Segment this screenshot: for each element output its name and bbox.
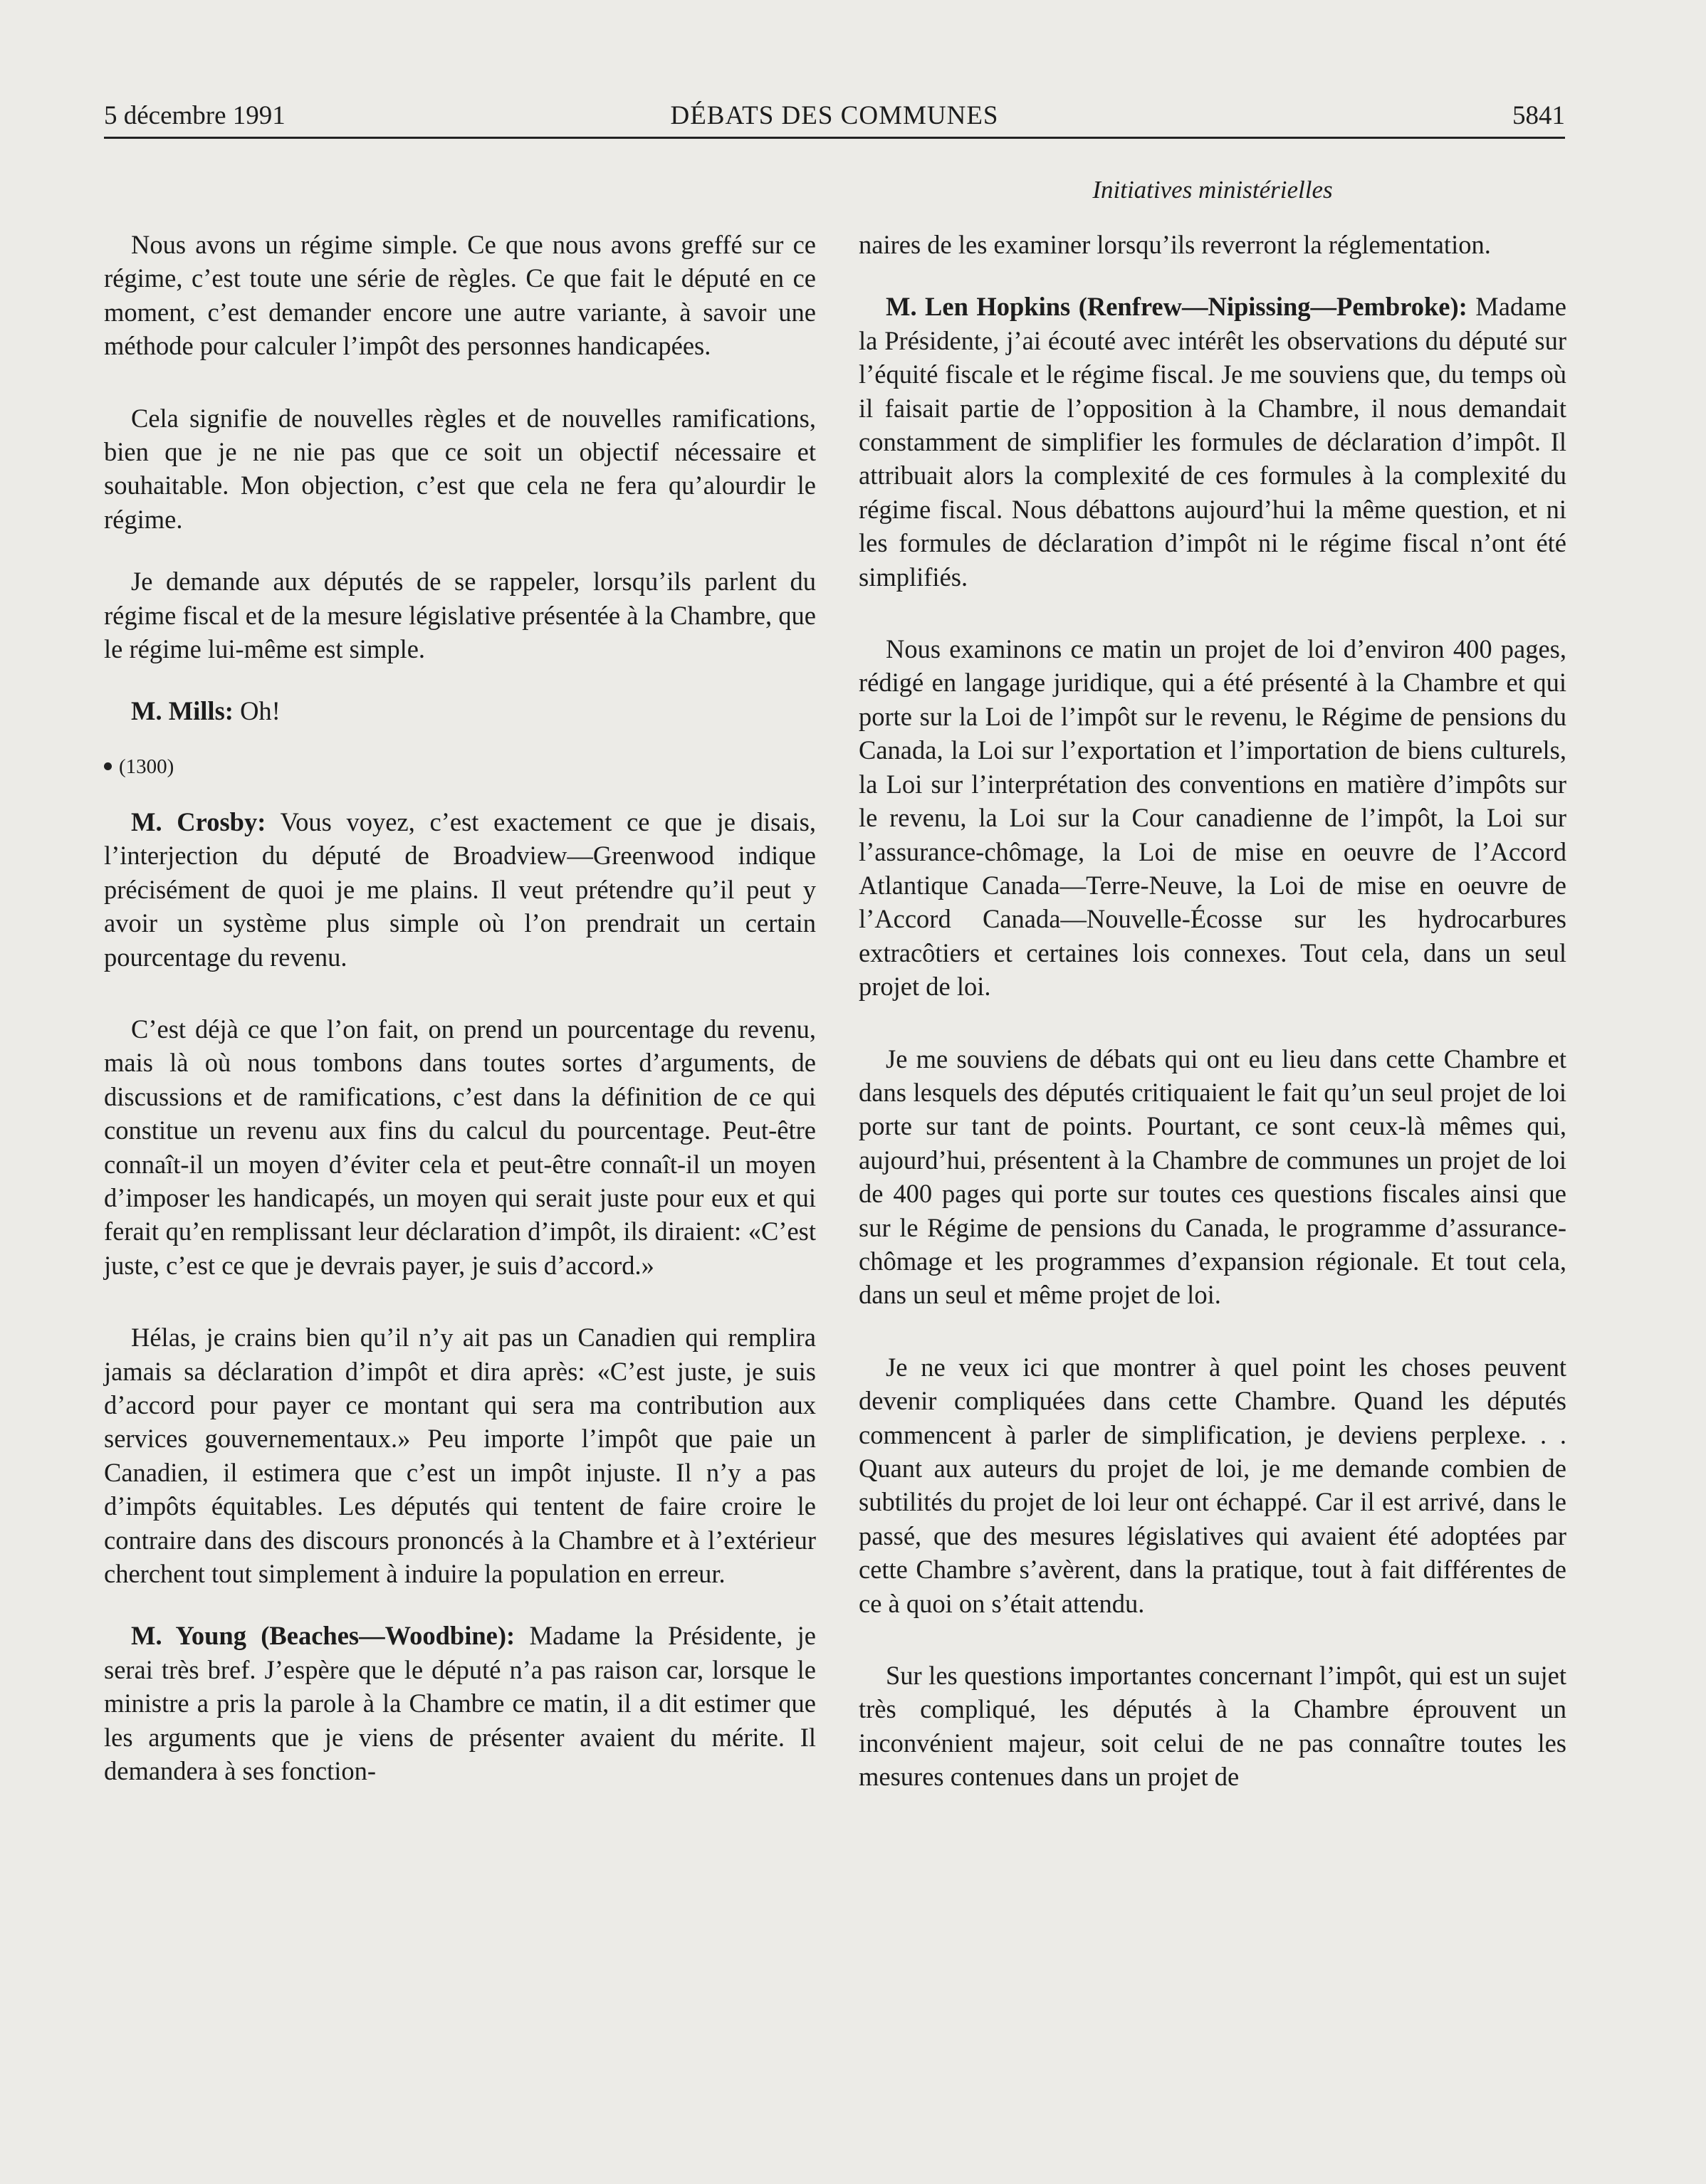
paragraph-text: Je ne veux ici que montrer à quel point les choses peuvent devenir compliquées dans cette Chambre. Quand les députés commencent à parler de simplification, je deviens perplexe. . . Quant aux auteurs du projet de loi, je me demande combien de subtilités du projet de loi leur ont échappé. Car il est arrivé, dans le passé, que des mesures législatives qui avaient été adoptées par cette Chambre s’avèrent, dans la pratique, tout à fait différentes de ce à quoi on s’était attendu.: [859, 1352, 1566, 1618]
paragraph-text: Madame la Présidente, j’ai écouté avec intérêt les observations du député sur l’équité fiscale et le régime fiscal. Je me souviens que, du temps où il faisait partie de l’opposition à la Chambre, il nous demandait constamment de simplifier les formules de déclaration d’impôt. Il attribuait alors la complexité de ces formules à la complexité du régime fiscal. Nous débattons aujourd’hui la même question, et ni les formules de déclaration d’impôt ni le régime fiscal n’ont été simplifiés.: [859, 292, 1566, 592]
paragraph: [859, 1350, 1566, 1620]
paragraph: [104, 1012, 816, 1282]
paragraph: [104, 228, 816, 363]
paragraph-text: Je demande aux députés de se rappeler, lorsqu’ils parlent du régime fiscal et de la mesure législative présentée à la Chambre, que le régime lui-même est simple.: [104, 567, 816, 664]
bullet-icon: [104, 762, 112, 770]
paragraph: [859, 228, 1566, 261]
paragraph-text: C’est déjà ce que l’on fait, on prend un pourcentage du revenu, mais là où nous tombons dans toutes sortes d’arguments, de discussions et de ramifications, c’est dans la définition de ce qui constitue un revenu aux fins du calcul du pourcentage. Peut-être connaît-il un moyen d’éviter cela et peut-être connaît-il un moyen d’imposer les handicapés, un moyen qui serait juste pour eux et qui ferait qu’en remplissant leur déclaration d’impôt, ils diraient: «C’est juste, c’est ce que je devrais payer, je suis d’accord.»: [104, 1014, 816, 1280]
paragraph: [104, 1321, 816, 1590]
speaker-name: M. Crosby:: [131, 807, 266, 836]
paragraph-text: naires de les examiner lorsqu’ils reverront la réglementation.: [859, 230, 1491, 259]
page-header: [104, 100, 1565, 139]
speech-paragraph: [104, 1619, 816, 1787]
paragraph: [859, 1042, 1566, 1312]
header-title: DÉBATS DES COMMUNES: [670, 101, 999, 130]
paragraph-text: Hélas, je crains bien qu’il n’y ait pas un Canadien qui remplira jamais sa déclaration d’impôt et dira après: «C’est juste, je suis d’accord pour payer ce montant qui sera ma contribution aux services gouvernementaux.» Peu importe l’impôt que paie un Canadien, il estimera que c’est un impôt injuste. Il n’y a pas d’impôts équitables. Les députés qui tentent de faire croire le contraire dans des discours prononcés à la Chambre et à l’extérieur cherchent tout simplement à induire la population en erreur.: [104, 1323, 816, 1588]
paragraph-text: Madame la Présidente, je serai très bref. J’espère que le député n’a pas raison car, lorsque le ministre a pris la parole à la Chambre ce matin, il a dit estimer que les arguments que je viens de présenter avaient du mérite. Il demandera à ses fonction-: [104, 1621, 816, 1786]
paragraph-text: Vous voyez, c’est exactement ce que je disais, l’interjection du député de Broadview—Greenwood indique précisément de quoi je me plains. Il veut prétendre qu’il peut y avoir un système plus simple où l’on prendrait un certain pourcentage du revenu.: [104, 807, 816, 972]
paragraph: [859, 1659, 1566, 1794]
speech-paragraph: [104, 805, 816, 974]
paragraph-text: Cela signifie de nouvelles règles et de nouvelles ramifications, bien que je ne nie pas que ce soit un objectif nécessaire et souhaitable. Mon objection, c’est que cela ne fera qu’alourdir le régime.: [104, 403, 816, 534]
paragraph-text: Je me souviens de débats qui ont eu lieu dans cette Chambre et dans lesquels des députés critiquaient le fait qu’un seul projet de loi porte sur tant de points. Pourtant, ce sont ceux-là mêmes qui, aujourd’hui, présentent à la Chambre de communes un projet de loi de 400 pages qui porte sur toutes ces questions fiscales ainsi que sur le Régime de pensions du Canada, le programme d’assurance-chômage et les programmes d’expansion régionale. Et tout cela, dans un seul et même projet de loi.: [859, 1044, 1566, 1310]
time-stamp: [104, 752, 816, 781]
right-column: [859, 228, 1566, 1794]
speaker-name: M. Len Hopkins (Renfrew—Nipissing—Pembroke):: [886, 292, 1467, 322]
paragraph: [104, 565, 816, 666]
speaker-name: M. Mills:: [131, 696, 234, 726]
paragraph-text: Nous examinons ce matin un projet de loi d’environ 400 pages, rédigé en langage juridique, qui a été présenté à la Chambre et qui porte sur la Loi de l’impôt sur le revenu, le Régime de pensions du Canada, la Loi sur l’exportation et l’importation de biens culturels, la Loi sur l’interprétation des conventions en matière d’impôts sur le revenu, la Loi sur la Cour canadienne de l’impôt, la Loi sur l’assurance-chômage, la Loi de mise en oeuvre de l’Accord Atlantique Canada—Terre-Neuve, la Loi de mise en oeuvre de l’Accord Canada—Nouvelle-Écosse sur les hydrocarbures extracôtiers et certaines lois connexes. Tout cela, dans un seul projet de loi.: [859, 634, 1566, 1002]
paragraph-text: Nous avons un régime simple. Ce que nous avons greffé sur ce régime, c’est toute une série de règles. Ce que fait le député en ce moment, c’est demander encore une autre variante, à savoir une méthode pour calculer l’impôt des personnes handicapées.: [104, 230, 816, 361]
paragraph: [859, 632, 1566, 1003]
section-label: Initiatives ministérielles: [1092, 176, 1333, 204]
paragraph: [104, 401, 816, 537]
speaker-name: M. Young (Beaches—Woodbine):: [131, 1621, 516, 1651]
paragraph-text: Oh!: [233, 696, 281, 726]
speech-paragraph: [859, 290, 1566, 594]
page-number: 5841: [1512, 101, 1565, 130]
speech-paragraph: [104, 694, 816, 728]
paragraph-text: Sur les questions importantes concernant l’impôt, qui est un sujet très compliqué, les députés à la Chambre éprouvent un inconvénient majeur, soit celui de ne pas connaître toutes les mesures contenues dans un projet de: [859, 1661, 1566, 1792]
left-column: [104, 228, 816, 1787]
header-date: 5 décembre 1991: [104, 101, 286, 130]
time-stamp-text: (1300): [119, 755, 174, 778]
